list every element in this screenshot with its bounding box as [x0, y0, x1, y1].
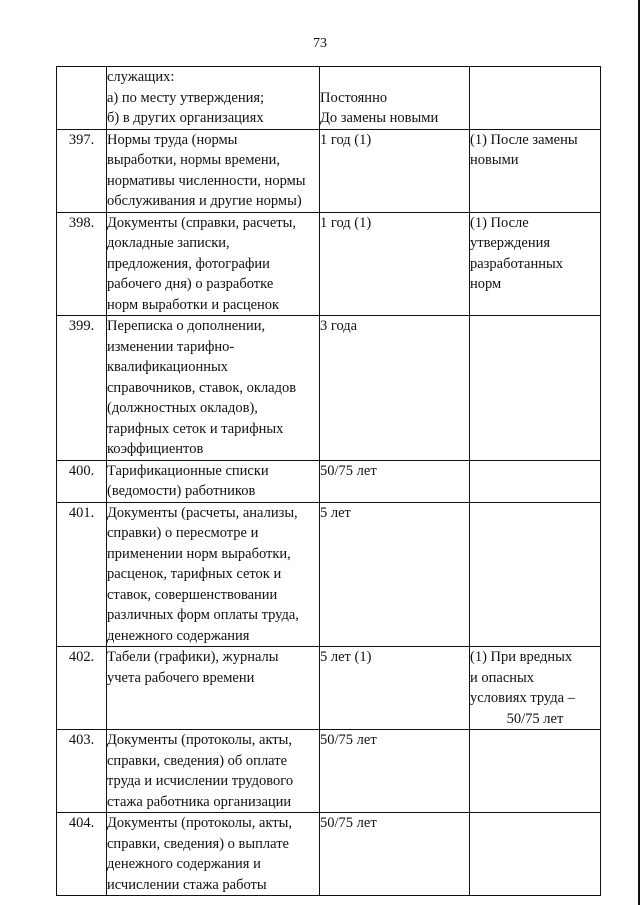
title-line: ставок, совершенствовании	[107, 586, 278, 603]
title-line: Документы (справки, расчеты,	[107, 214, 296, 231]
title-line: тарифных сеток и тарифных	[107, 420, 284, 437]
retention-period-cell: 50/75 лет	[320, 813, 470, 896]
note-cell	[470, 67, 601, 130]
page-number: 73	[313, 36, 327, 51]
title-line: денежного содержания	[107, 627, 250, 644]
title-line: стажа работника организации	[107, 793, 292, 810]
article-number-cell: 404.	[57, 813, 107, 896]
title-line: Документы (протоколы, акты,	[107, 732, 292, 748]
title-line: норм выработки и расценок	[107, 296, 280, 313]
note-cell	[470, 316, 601, 461]
table-row	[57, 460, 601, 502]
article-title-cell	[107, 67, 320, 130]
note-cell	[470, 813, 601, 896]
article-title-cell	[107, 316, 320, 461]
table-row	[57, 730, 601, 813]
note-cell	[470, 129, 601, 212]
table-row	[57, 129, 601, 212]
table-row	[57, 647, 601, 730]
table-row	[57, 316, 601, 461]
retention-period-cell: 3 года	[320, 316, 470, 461]
retention-period-cell: 50/75 лет	[320, 730, 470, 813]
note-line: (1) После	[470, 214, 529, 231]
title-line: служащих:	[107, 69, 175, 85]
article-number-cell: 400.	[57, 460, 107, 502]
retention-period-cell: 1 год (1)	[320, 212, 470, 316]
retention-period-cell: 5 лет	[320, 502, 470, 647]
note-line: разработанных	[470, 255, 563, 272]
article-title-cell	[107, 460, 320, 502]
title-line: справки) о пересмотре и	[107, 525, 259, 541]
title-line: б) в других организациях	[107, 110, 264, 126]
article-title-cell	[107, 502, 320, 647]
table-row	[57, 67, 601, 130]
article-title-cell	[107, 129, 320, 212]
title-line: применении норм выработки,	[107, 545, 291, 562]
retention-period-cell: 50/75 лет	[320, 460, 470, 502]
note-line: норм	[470, 276, 502, 292]
note-cell	[470, 502, 601, 647]
article-number-cell: 398.	[57, 212, 107, 316]
title-line: Табели (графики), журналы	[107, 649, 279, 665]
article-title-cell	[107, 730, 320, 813]
period-line: До замены новыми	[320, 110, 439, 126]
title-line: справки, сведения) об оплате	[107, 752, 288, 769]
title-line: Тарификационные списки	[107, 462, 269, 479]
title-line: обслуживания и другие нормы)	[107, 193, 302, 209]
title-line: (ведомости) работников	[107, 483, 256, 499]
title-line: Документы (расчеты, анализы,	[107, 504, 298, 521]
title-line: труда и исчислении трудового	[107, 773, 294, 789]
retention-period-cell	[320, 67, 470, 130]
note-line: утверждения	[470, 235, 551, 251]
title-line: денежного содержания и	[107, 856, 261, 872]
retention-period-cell: 5 лет (1)	[320, 647, 470, 730]
article-number-cell: 403.	[57, 730, 107, 813]
title-line: Переписка о дополнении,	[107, 318, 266, 334]
title-line: изменении тарифно-	[107, 338, 235, 355]
article-number-cell	[57, 67, 107, 130]
article-number-cell: 402.	[57, 647, 107, 730]
table-row	[57, 502, 601, 647]
title-line: докладные записки,	[107, 235, 230, 251]
retention-period-cell: 1 год (1)	[320, 129, 470, 212]
note-cell	[470, 460, 601, 502]
title-line: коэффициентов	[107, 441, 204, 457]
table-row	[57, 212, 601, 316]
article-title-cell	[107, 647, 320, 730]
article-number-cell: 401.	[57, 502, 107, 647]
note-line: 50/75 лет	[506, 710, 564, 727]
title-line: предложения, фотографии	[107, 255, 270, 272]
note-cell	[470, 212, 601, 316]
article-title-cell	[107, 813, 320, 896]
period-line: Постоянно	[320, 89, 388, 106]
title-line: расценок, тарифных сеток и	[107, 566, 282, 582]
title-line: исчислении стажа работы	[107, 876, 267, 893]
title-line: различных форм оплаты труда,	[107, 607, 299, 623]
note-line: условиях труда –	[470, 690, 575, 706]
title-line: выработки, нормы времени,	[107, 152, 280, 168]
article-number-cell: 399.	[57, 316, 107, 461]
title-line: справки, сведения) о выплате	[107, 835, 289, 852]
title-line: нормативы численности, нормы	[107, 172, 306, 189]
title-line: Документы (протоколы, акты,	[107, 815, 292, 831]
title-line: справочников, ставок, окладов	[107, 379, 297, 396]
article-number-cell: 397.	[57, 129, 107, 212]
note-line: (1) После замены	[470, 131, 578, 148]
title-line: а) по месту утверждения;	[107, 89, 265, 106]
table-row	[57, 813, 601, 896]
title-line: Нормы труда (нормы	[107, 131, 238, 148]
title-line: учета рабочего времени	[107, 669, 255, 686]
note-line: новыми	[470, 152, 519, 168]
title-line: рабочего дня) о разработке	[107, 276, 274, 292]
title-line: квалификационных	[107, 359, 228, 375]
title-line: (должностных окладов),	[107, 400, 258, 416]
note-cell	[470, 647, 601, 730]
note-line: и опасных	[470, 669, 535, 686]
note-cell	[470, 730, 601, 813]
article-title-cell	[107, 212, 320, 316]
records-retention-table	[56, 66, 601, 896]
note-line: (1) При вредных	[470, 649, 573, 665]
